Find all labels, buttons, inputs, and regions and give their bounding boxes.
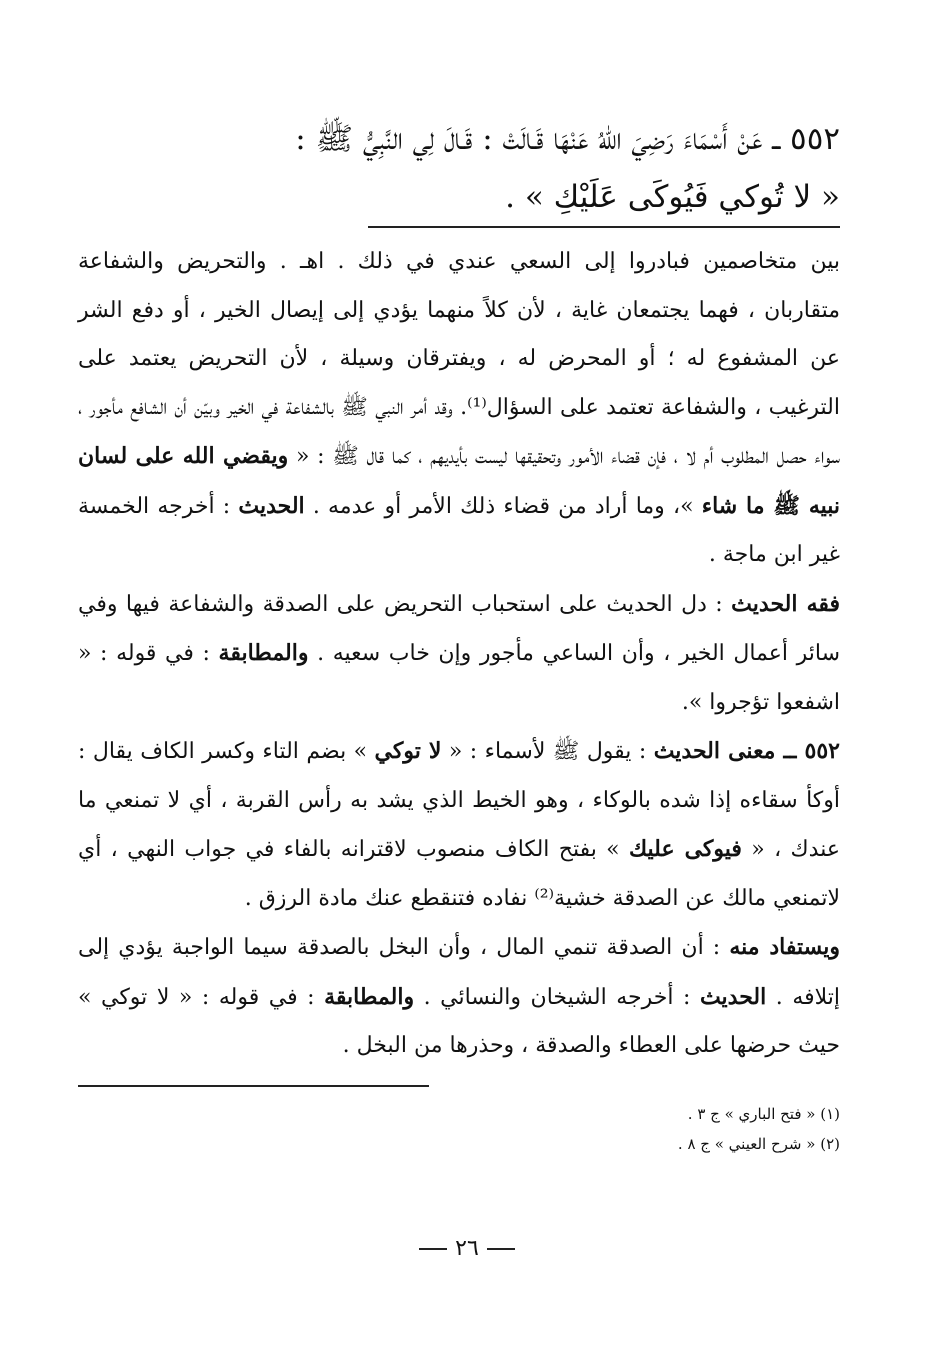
commentary-body (78, 238, 840, 1071)
dash-decoration (419, 1248, 447, 1250)
footnotes (78, 1099, 840, 1159)
page-number (0, 1236, 934, 1261)
text: : يقول ﷺ لأسماء : « (441, 739, 654, 764)
text: : أخرجه الخمسة غير ابن ماجة . (78, 493, 840, 567)
text: » بضم التاء وكسر الكاف يقال : أوكأ سقاءه إذا شده بالوكاء ، وهو الخيط الذي يشد به رأس القربة ، أي لا تمنعي ما عندك ، « (78, 739, 840, 862)
text: » بفتح الكاف منصوب لاقترانه بالفاء في جواب النهي ، أي لاتمنعي مالك عن الصدقة خشية⁽²⁾ نفاده فتنقطع عنك مادة الرزق . (78, 837, 840, 911)
footnote-1: (١) « فتح الباري » ج ٣ . (687, 1104, 840, 1123)
page-content (78, 110, 840, 1159)
hadith-text (78, 110, 840, 226)
heading-hadith: الحديث (699, 983, 767, 1010)
text: : دل الحديث على استحباب التحريض على الصدقة والشفاعة فيها وفي سائر أعمال الخير ، وأن الساعي مأجور وإن خاب سعيه . (78, 591, 841, 666)
heading-mutabaqa: والمطابقة (218, 640, 309, 666)
quote-bold: ويقضي الله على لسان نبيه ﷺ ما شاء (78, 443, 841, 519)
hadith-line-2: « لا تُوكي فَيُوكَى عَلَيْكِ » . (505, 179, 840, 215)
paragraph-3 (78, 727, 840, 923)
page-number-value: ٢٦ (455, 1236, 479, 1261)
text: بين متخاصمين فبادروا إلى السعي عندي في ذلك . اهـ . والتحريض والشفاعة متقاربان ، فهما يجتمعان غاية ، لأن كلاً منهما يؤدي إلى إيصال الخير ، أو دفع الشر عن المشفوع له ؛ أو المحرض له ، ويفترقان وسيلة ، لأن التحريض يعتمد على الترغيب ، والشفاعة تعتمد على السؤال⁽¹⁾. وقد أمر النبي ﷺ بالشفاعة في الخير وبيّن أن الشافع مأجور ، سواء حصل المطلوب أم لا ، فإن قضاء الأمور وتحقيقها ليست بأيديهم ، كما قال ﷺ : « (78, 249, 840, 469)
term-bold: فيوكى عليك (628, 836, 742, 862)
hadith-line-1: ٥٥٢ ــ عَنْ أَسْمَاءَ رَضِيَ اللهُ عَنْهَا قَـالَتْ : قَـالَ لِي النَّبِيُّ ﷺ : (295, 121, 840, 157)
heading-hadith: الحديث (238, 492, 305, 519)
paragraph-1 (78, 238, 840, 580)
text: : في قوله : « اشفعوا تؤجروا ». (78, 641, 840, 715)
paragraph-2 (78, 580, 840, 728)
term-bold: لا توكي (374, 738, 442, 764)
heading-benefit: ويستفاد منه (729, 934, 840, 960)
dash-decoration (487, 1248, 515, 1250)
paragraph-4 (78, 923, 840, 1071)
hadith-divider (368, 226, 840, 228)
text: »، وما أراد من قضاء ذلك الأمر أو عدمه . (304, 493, 702, 519)
heading-meaning: ٥٥٢ ــ معنى الحديث (653, 738, 840, 764)
text: : أخرجه الشيخان والنسائي . (414, 984, 700, 1010)
footnote-divider (78, 1085, 429, 1087)
text: : أن الصدقة تنمي المال ، وأن البخل بالصدقة سيما الواجبة يؤدي إلى إتلافه . (78, 935, 840, 1010)
footnote-2: (٢) « شرح العيني » ج ٨ . (677, 1134, 840, 1153)
heading-fiqh: فقه الحديث (731, 590, 841, 617)
heading-mutabaqa: والمطابقة (324, 983, 415, 1010)
text: : في قوله : « لا توكي » حيث حرضها على العطاء والصدقة ، وحذرها من البخل . (78, 984, 840, 1058)
